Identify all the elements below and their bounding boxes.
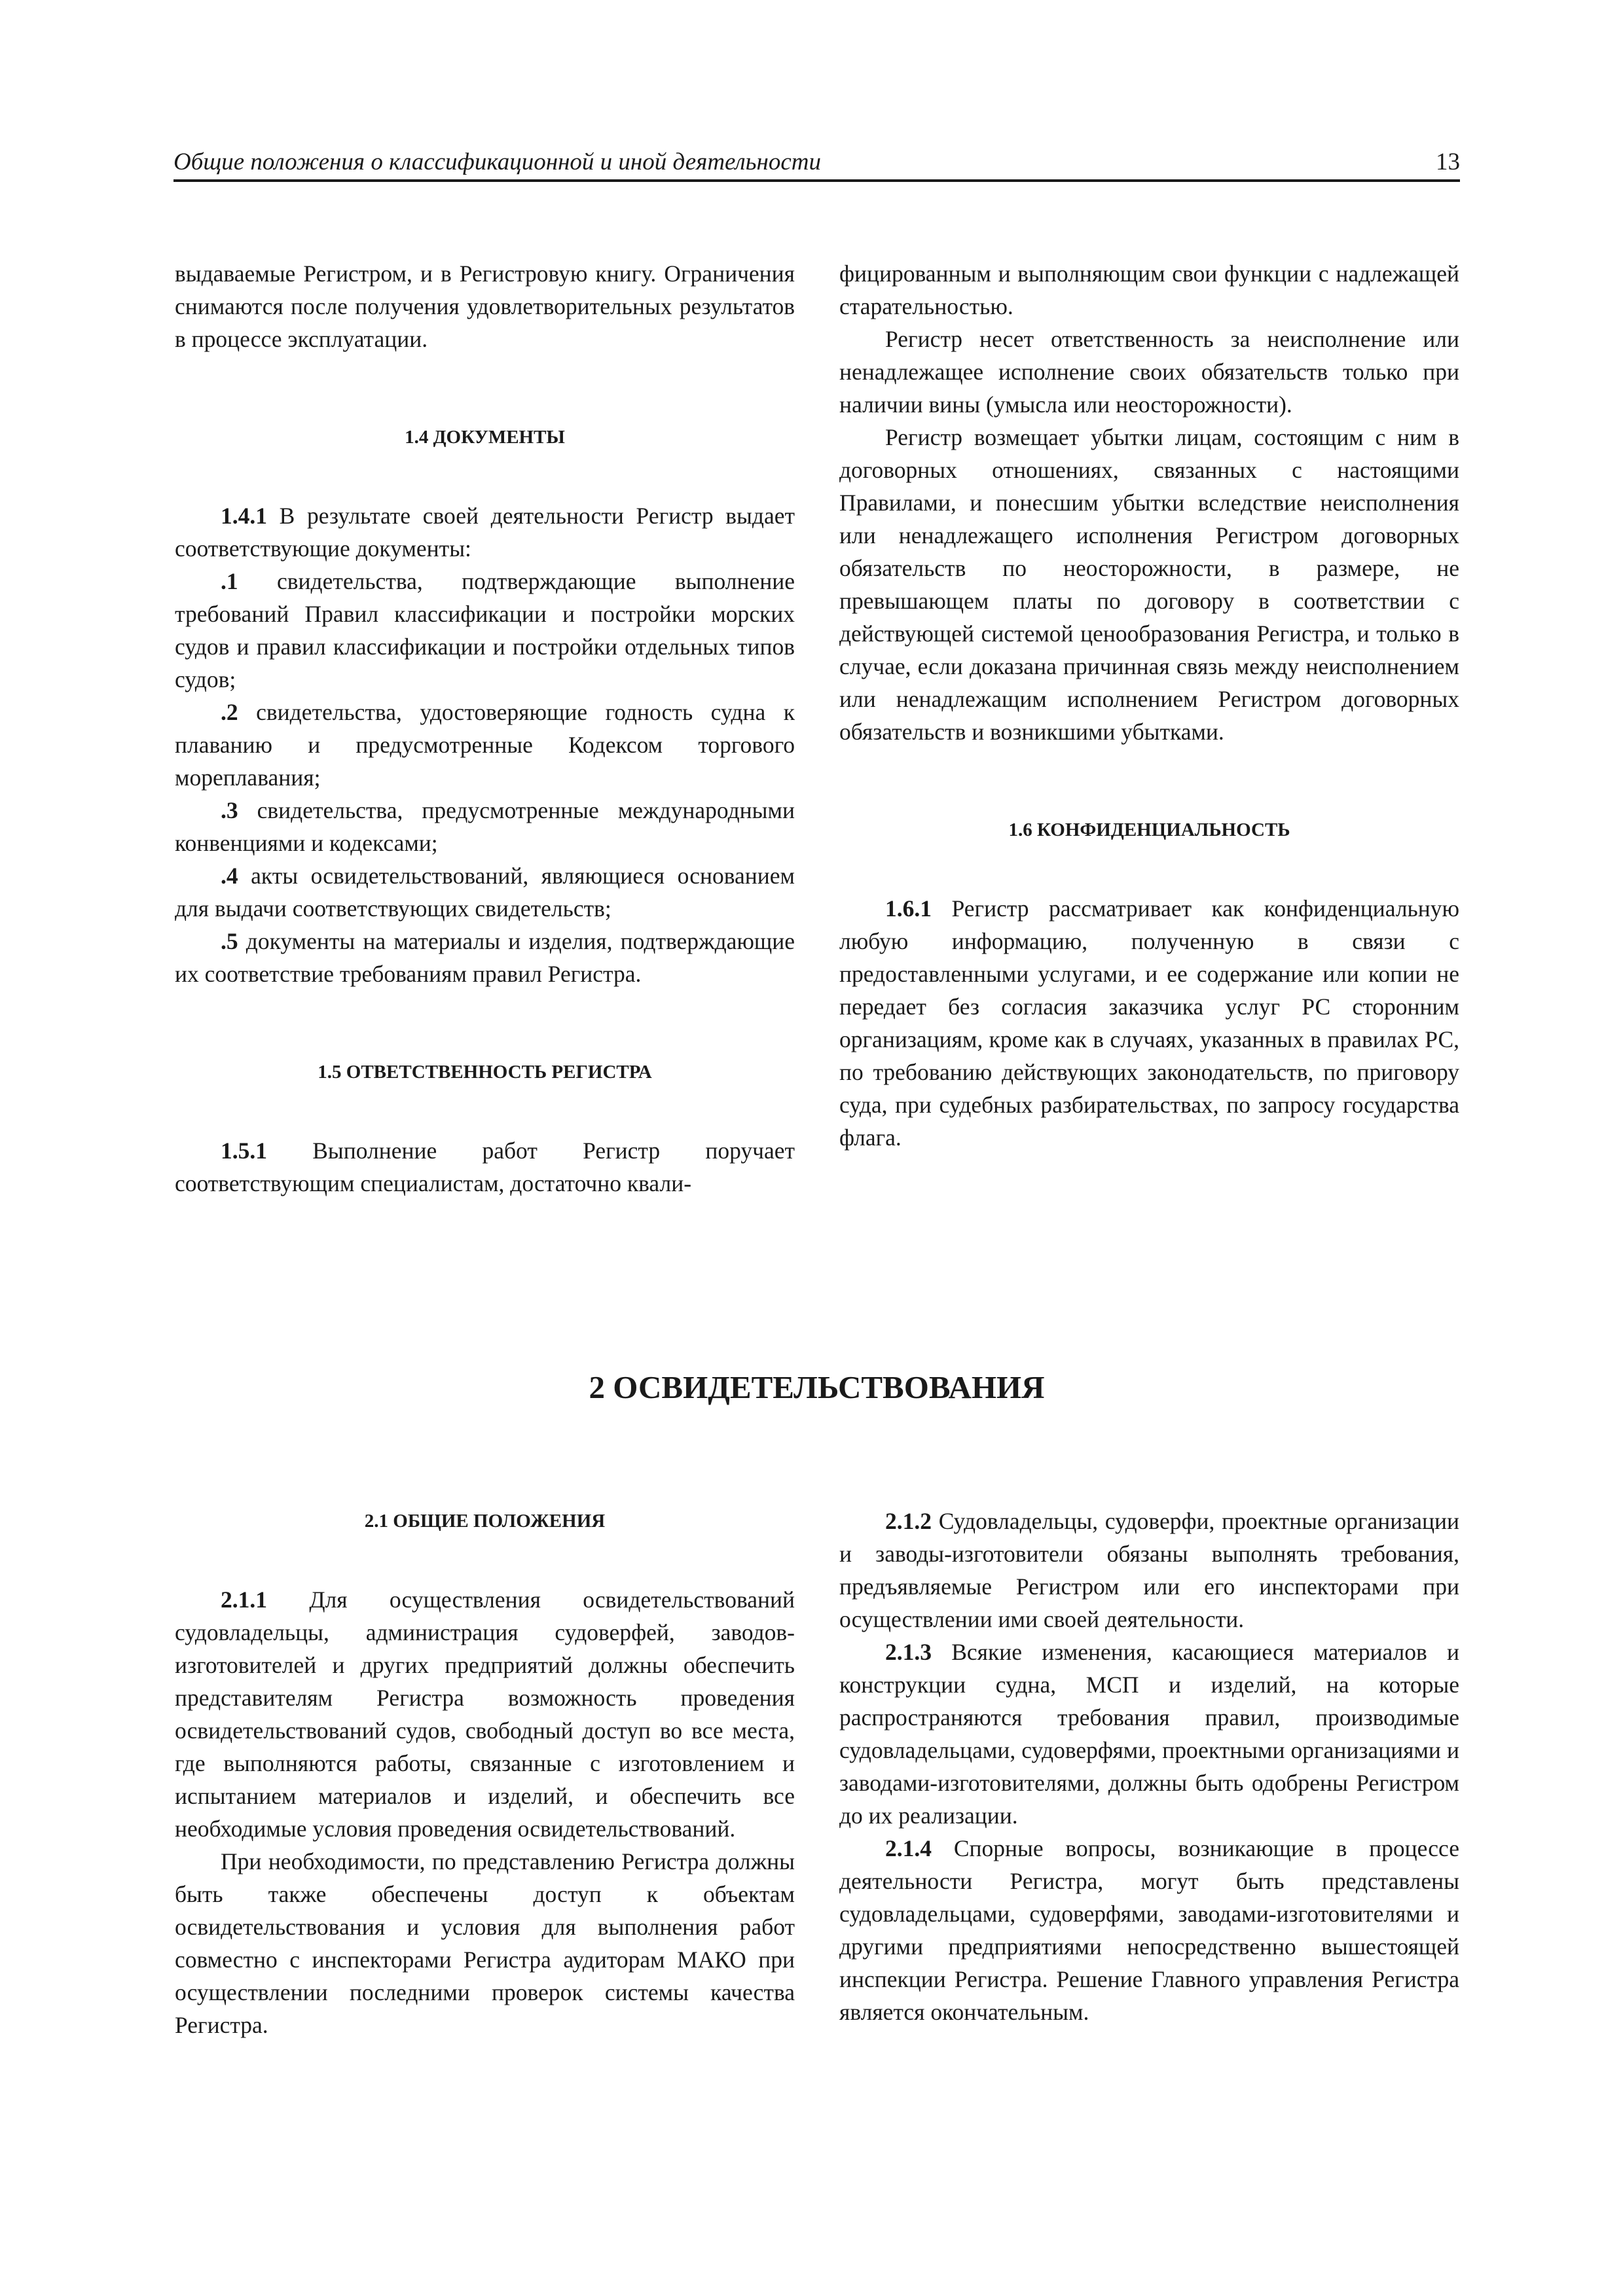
item-number: .2	[221, 699, 238, 725]
paragraph-1-6-1	[839, 892, 1459, 1154]
clause-number: 1.6.1	[885, 895, 932, 922]
right-column-bottom	[839, 1505, 1459, 2028]
running-header	[173, 145, 1460, 182]
clause-number: 2.1.1	[221, 1587, 267, 1613]
item-number: .3	[221, 797, 238, 823]
clause-number: 2.1.2	[885, 1508, 932, 1534]
list-item-4	[175, 859, 795, 925]
clause-number: 1.5.1	[221, 1138, 267, 1164]
chapter-title: 2 ОСВИДЕТЕЛЬСТВОВАНИЯ	[589, 1369, 1045, 1405]
paragraph-liability: Регистр несет ответственность за неисполнение или ненадлежащее исполнение своих обязательств только при наличии вины (умысла или неосторожности).	[839, 326, 1459, 418]
list-item-5	[175, 925, 795, 990]
paragraph-2-1-2	[839, 1505, 1459, 1636]
item-number: .4	[221, 863, 238, 889]
section-heading-1-5: 1.5 ОТВЕТСТВЕННОСТЬ РЕГИСТРА	[318, 1062, 652, 1083]
left-column-top	[175, 257, 795, 1200]
section-heading-1-4: 1.4 ДОКУМЕНТЫ	[405, 427, 565, 448]
paragraph-continuation: выдаваемые Регистром, и в Регистровую книгу. Ограничения снимаются после получения удовлетворительных результатов в процессе эксплуатации.	[175, 260, 795, 352]
item-text: свидетельства, предусмотренные международными конвенциями и кодексами;	[175, 797, 795, 856]
item-text: акты освидетельствований, являющиеся основанием для выдачи соответствующих свидетельств;	[175, 863, 795, 922]
left-column-bottom	[175, 1505, 795, 2041]
clause-text: Регистр рассматривает как конфиденциальную любую информацию, полученную в связи с предоставленными услугами, и ее содержание или копии не передает без согласия заказчика услуг РС сторонним организациям, кроме как в случаях, указанных в правилах РС, по требованию действующих законодательств, по приговору суда, при судебных разбирательствах, по запросу государства флага.	[839, 895, 1459, 1151]
clause-text: Спорные вопросы, возникающие в процессе деятельности Регистра, могут быть представлены судовладельцами, судоверфями, заводами-изготовителями и другими предприятиями непосредственно вышестоящей инспекции Регистра. Решение Главного управления Регистра является окончательным.	[839, 1835, 1459, 2025]
section-heading-2-1: 2.1 ОБЩИЕ ПОЛОЖЕНИЯ	[364, 1511, 606, 1532]
page-number: 13	[1436, 149, 1460, 175]
clause-text: Выполнение работ Регистр поручает соответствующим специалистам, достаточно квали-	[175, 1138, 795, 1196]
paragraph-2-1-1	[175, 1583, 795, 1845]
clause-text: Для осуществления освидетельствований судовладельцы, администрация судоверфей, заводов-изготовителей и других предприятий должны обеспечить представителям Регистра возможность проведения освидетельствований судов, свободный доступ во все места, где выполняются работы, связанные с изготовлением и испытанием материалов и изделий, и обеспечить все необходимые условия проведения освидетельствований.	[175, 1587, 795, 1842]
list-item-1	[175, 565, 795, 696]
clause-number: 2.1.3	[885, 1639, 932, 1665]
clause-text: В результате своей деятельности Регистр выдает соответствующие документы:	[175, 503, 795, 562]
paragraph-1-5-1	[175, 1134, 795, 1200]
paragraph-continuation: фицированным и выполняющим свои функции с надлежащей старательностью.	[839, 260, 1459, 319]
item-number: .1	[221, 568, 238, 594]
item-text: документы на материалы и изделия, подтверждающие их соответствие требованиям правил Регистра.	[175, 928, 795, 987]
clause-text: Всякие изменения, касающиеся материалов и конструкции судна, МСП и изделий, на которые распространяются требования правил, производимые судовладельцами, судоверфями, проектными организациями и заводами-изготовителями, должны быть одобрены Регистром до их реализации.	[839, 1639, 1459, 1829]
paragraph-2-1-4	[839, 1832, 1459, 2028]
paragraph-damages: Регистр возмещает убытки лицам, состоящим с ним в договорных отношениях, связанных с настоящими Правилами, и понесшим убытки вследствие неисполнения или ненадлежащего исполнения Регистром договорных обязательств по неосторожности, в размере, не превышающем платы по договору в соответствии с действующей системой ценообразования Регистра, и только в случае, если доказана причинная связь между неисполнением или ненадлежащим исполнением Регистром договорных обязательств и возникшими убытками.	[839, 424, 1459, 745]
item-text: свидетельства, подтверждающие выполнение требований Правил классификации и постройки морских судов и правил классификации и постройки отдельных типов судов;	[175, 568, 795, 692]
item-text: свидетельства, удостоверяющие годность судна к плаванию и предусмотренные Кодексом торгового мореплавания;	[175, 699, 795, 791]
right-column-top	[839, 257, 1459, 1154]
list-item-3	[175, 794, 795, 859]
header-title: Общие положения о классификационной и иной деятельности	[173, 149, 822, 175]
clause-number: 1.4.1	[221, 503, 267, 529]
paragraph-access: При необходимости, по представлению Регистра должны быть также обеспечены доступ к объектам освидетельствования и условия для выполнения работ совместно с инспекторами Регистра аудиторам МАКО при осуществлении последними проверок системы качества Регистра.	[175, 1848, 795, 2038]
list-item-2	[175, 696, 795, 794]
section-heading-1-6: 1.6 КОНФИДЕНЦИАЛЬНОСТЬ	[1008, 819, 1290, 840]
item-number: .5	[221, 928, 238, 954]
clause-number: 2.1.4	[885, 1835, 932, 1861]
clause-text: Судовладельцы, судоверфи, проектные организации и заводы-изготовители обязаны выполнять требования, предъявляемые Регистром или его инспекторами при осуществлении ими своей деятельности.	[839, 1508, 1459, 1632]
paragraph-2-1-3	[839, 1636, 1459, 1832]
paragraph-1-4-1	[175, 499, 795, 565]
